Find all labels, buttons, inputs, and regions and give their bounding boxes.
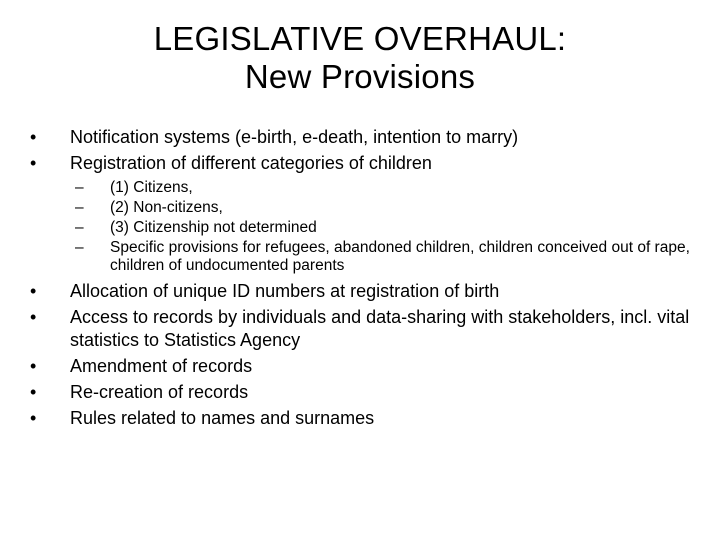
sub-bullet-text: (2) Non-citizens, <box>110 199 223 216</box>
bullet-text: Allocation of unique ID numbers at registration of birth <box>70 281 500 301</box>
bullet-mark: • <box>30 408 37 428</box>
sub-bullet-item <box>30 239 710 275</box>
sub-bullet-item <box>30 199 710 217</box>
sub-bullet-text: (1) Citizens, <box>110 179 193 196</box>
bullet-text: Rules related to names and surnames <box>70 408 375 428</box>
bullet-mark: • <box>30 356 37 376</box>
bullet-list <box>30 126 710 433</box>
sub-bullet-text: (3) Citizenship not determined <box>110 219 317 236</box>
sub-bullet-item <box>30 179 710 197</box>
bullet-text: Amendment of records <box>70 356 253 376</box>
bullet-text: Notification systems (e-birth, e-death, intention to marry) <box>70 127 519 147</box>
bullet-item <box>30 152 710 175</box>
bullet-mark: • <box>30 281 37 301</box>
sub-bullet-item <box>30 219 710 237</box>
dash-mark: – <box>75 179 84 196</box>
dash-mark: – <box>75 239 84 256</box>
bullet-item <box>30 126 710 149</box>
dash-mark: – <box>75 199 84 216</box>
bullet-item <box>30 407 710 430</box>
bullet-item <box>30 355 710 378</box>
bullet-item <box>30 306 710 352</box>
bullet-text: Re-creation of records <box>70 382 249 402</box>
slide-title <box>0 20 720 96</box>
dash-mark: – <box>75 219 84 236</box>
title-line-2: New Provisions <box>244 58 476 95</box>
title-line-1: LEGISLATIVE OVERHAUL: <box>153 20 567 57</box>
bullet-item <box>30 381 710 404</box>
bullet-mark: • <box>30 307 37 327</box>
bullet-mark: • <box>30 153 37 173</box>
bullet-text: Access to records by individuals and data-sharing with stakeholders, incl. vital statistics to Statistics Agency <box>70 307 690 350</box>
sub-bullet-list <box>30 179 710 275</box>
sub-bullet-text: Specific provisions for refugees, abandoned children, children conceived out of rape, children of undocumented parents <box>110 239 690 274</box>
bullet-mark: • <box>30 382 37 402</box>
bullet-mark: • <box>30 127 37 147</box>
bullet-item <box>30 280 710 303</box>
bullet-text: Registration of different categories of children <box>70 153 432 173</box>
